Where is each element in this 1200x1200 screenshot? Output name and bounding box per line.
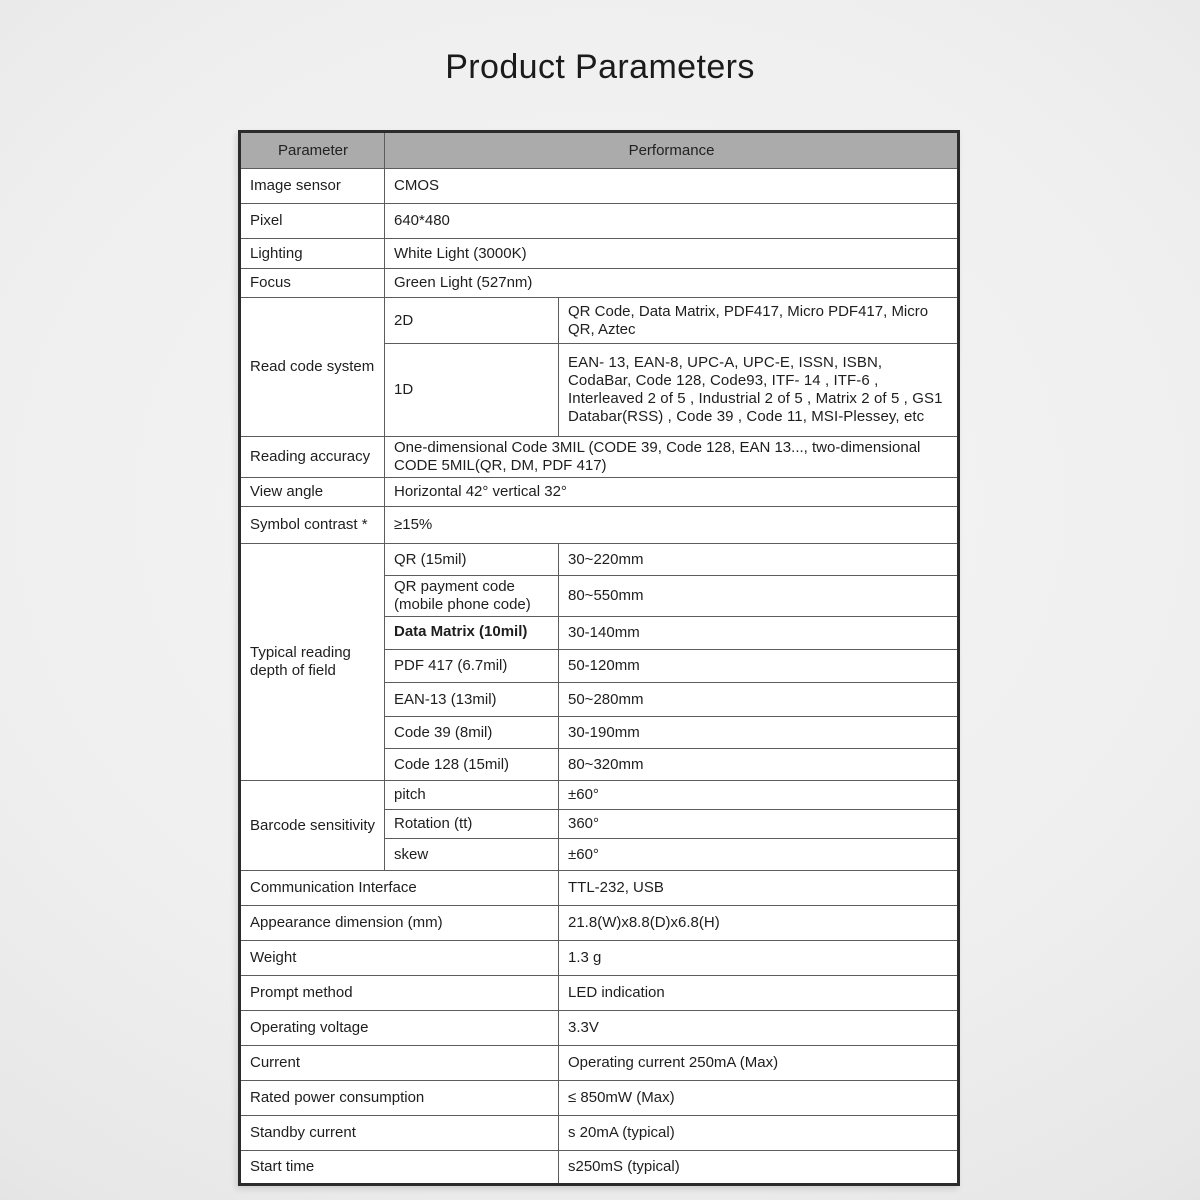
row-label: Reading accuracy bbox=[240, 437, 385, 478]
sensitivity-value: ±60° bbox=[559, 781, 959, 810]
depth-code-clipped bbox=[385, 617, 559, 650]
sub-label-1d: 1D bbox=[385, 344, 559, 437]
depth-range: 80~550mm bbox=[559, 576, 959, 617]
row-label-barcode-sensitivity: Barcode sensitivity bbox=[240, 781, 385, 871]
depth-range: 50~280mm bbox=[559, 683, 959, 717]
depth-code: EAN-13 (13mil) bbox=[385, 683, 559, 717]
depth-range: 30~220mm bbox=[559, 544, 959, 576]
table-row-communication-interface bbox=[240, 871, 959, 906]
table-row-depth-qr bbox=[240, 544, 959, 576]
table-row-prompt-method bbox=[240, 976, 959, 1011]
table-row-pixel bbox=[240, 204, 959, 239]
depth-code: Code 128 (15mil) bbox=[385, 749, 559, 781]
row-label: Current bbox=[240, 1046, 559, 1081]
depth-code: Code 39 (8mil) bbox=[385, 717, 559, 749]
table-row-appearance-dimension bbox=[240, 906, 959, 941]
row-value-2d: QR Code, Data Matrix, PDF417, Micro PDF417, Micro QR, Aztec bbox=[559, 298, 959, 344]
table-row-lighting bbox=[240, 239, 959, 269]
table-row-weight bbox=[240, 941, 959, 976]
depth-range: 30-140mm bbox=[559, 617, 959, 650]
row-value: 3.3V bbox=[559, 1011, 959, 1046]
sensitivity-axis: skew bbox=[385, 839, 559, 871]
row-label-read-code-system: Read code system bbox=[240, 298, 385, 437]
row-label: Symbol contrast * bbox=[240, 507, 385, 544]
table-row-rated-power bbox=[240, 1081, 959, 1116]
row-value: One-dimensional Code 3MIL (CODE 39, Code 128, EAN 13..., two-dimensional CODE 5MIL(QR, DM, PDF 417) bbox=[385, 437, 959, 478]
row-value: Operating current 250mA (Max) bbox=[559, 1046, 959, 1081]
page-title: Product Parameters bbox=[445, 48, 755, 86]
spec-table bbox=[238, 130, 960, 1186]
row-value: s250mS (typical) bbox=[559, 1151, 959, 1185]
row-label: Communication Interface bbox=[240, 871, 559, 906]
row-value: LED indication bbox=[559, 976, 959, 1011]
depth-range: 30-190mm bbox=[559, 717, 959, 749]
table-row-symbol-contrast bbox=[240, 507, 959, 544]
row-label-depth-of-field: Typical reading depth of field bbox=[240, 544, 385, 781]
row-label: Focus bbox=[240, 269, 385, 298]
sensitivity-axis: pitch bbox=[385, 781, 559, 810]
row-label: Standby current bbox=[240, 1116, 559, 1151]
row-value: ≤ 850mW (Max) bbox=[559, 1081, 959, 1116]
header-row bbox=[240, 132, 959, 169]
sub-label-2d: 2D bbox=[385, 298, 559, 344]
table-row-view-angle bbox=[240, 478, 959, 507]
table-row-sensitivity-pitch bbox=[240, 781, 959, 810]
table-row-read-code-2d bbox=[240, 298, 959, 344]
table-row-focus bbox=[240, 269, 959, 298]
row-value: Green Light (527nm) bbox=[385, 269, 959, 298]
row-value: 21.8(W)x8.8(D)x6.8(H) bbox=[559, 906, 959, 941]
row-label: Rated power consumption bbox=[240, 1081, 559, 1116]
row-value-1d: EAN- 13, EAN-8, UPC-A, UPC-E, ISSN, ISBN, CodaBar, Code 128, Code93, ITF- 14 , ITF-6 , Interleaved 2 of 5 , Industrial 2 of 5 , Matrix 2 of 5 , GS1 Databar(RSS) , Code 39 , Code 11, MSI-Plessey, etc bbox=[559, 344, 959, 437]
row-value: Horizontal 42° vertical 32° bbox=[385, 478, 959, 507]
sensitivity-axis: Rotation (tt) bbox=[385, 810, 559, 839]
depth-code: QR (15mil) bbox=[385, 544, 559, 576]
depth-range: 80~320mm bbox=[559, 749, 959, 781]
row-label: Lighting bbox=[240, 239, 385, 269]
table-row-image-sensor bbox=[240, 169, 959, 204]
row-value: 1.3 g bbox=[559, 941, 959, 976]
row-value: CMOS bbox=[385, 169, 959, 204]
row-label: Image sensor bbox=[240, 169, 385, 204]
depth-code: PDF 417 (6.7mil) bbox=[385, 650, 559, 683]
table-row-current bbox=[240, 1046, 959, 1081]
row-label: Start time bbox=[240, 1151, 559, 1185]
row-label: Pixel bbox=[240, 204, 385, 239]
sensitivity-value: 360° bbox=[559, 810, 959, 839]
row-label: Operating voltage bbox=[240, 1011, 559, 1046]
row-value: White Light (3000K) bbox=[385, 239, 959, 269]
depth-code: QR payment code (mobile phone code) bbox=[385, 576, 559, 617]
header-performance: Performance bbox=[385, 132, 959, 169]
row-value: s 20mA (typical) bbox=[559, 1116, 959, 1151]
table-row-reading-accuracy bbox=[240, 437, 959, 478]
table-row-operating-voltage bbox=[240, 1011, 959, 1046]
row-value: TTL-232, USB bbox=[559, 871, 959, 906]
table-row-standby-current bbox=[240, 1116, 959, 1151]
row-label: Appearance dimension (mm) bbox=[240, 906, 559, 941]
row-label: View angle bbox=[240, 478, 385, 507]
table-row-start-time bbox=[240, 1151, 959, 1185]
depth-range: 50-120mm bbox=[559, 650, 959, 683]
row-label: Prompt method bbox=[240, 976, 559, 1011]
row-value: ≥15% bbox=[385, 507, 959, 544]
row-value: 640*480 bbox=[385, 204, 959, 239]
header-parameter: Parameter bbox=[240, 132, 385, 169]
sensitivity-value: ±60° bbox=[559, 839, 959, 871]
row-label: Weight bbox=[240, 941, 559, 976]
clip-mask: Data Matrix (10mil) bbox=[394, 623, 528, 640]
